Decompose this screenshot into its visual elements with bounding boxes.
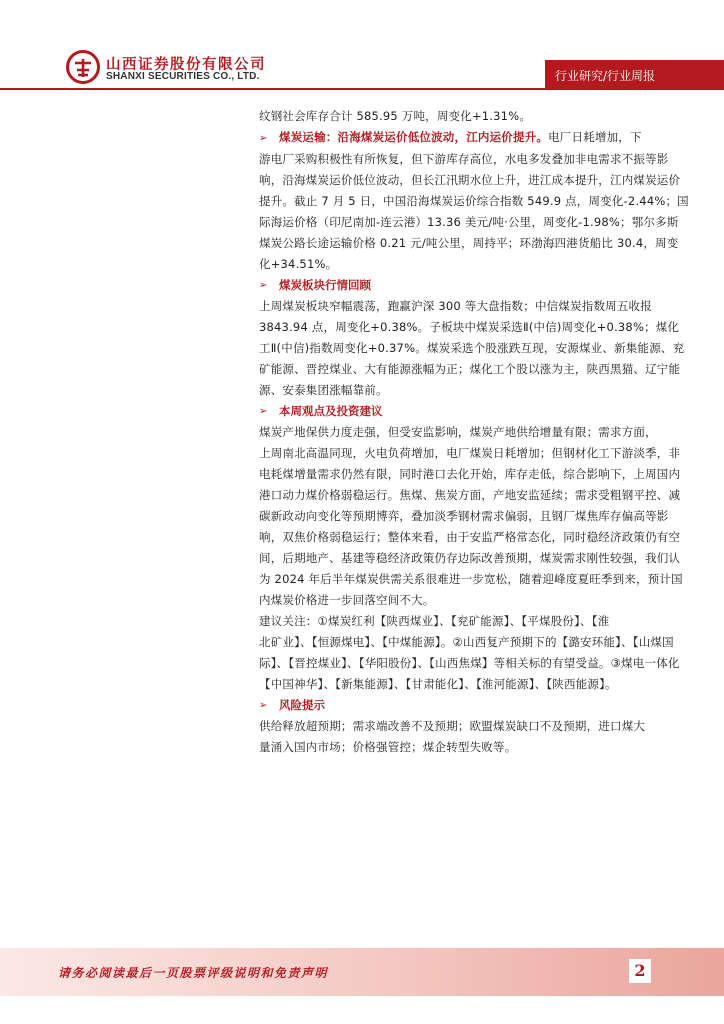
arrow-bullet-icon: ➢ (259, 700, 268, 711)
report-type: 行业研究/行业周报 (555, 69, 656, 83)
market-review-body: 3843.94 点，周变化+0.38%。子板块中煤炭采选Ⅱ(中信)周变化+0.38%；煤化工Ⅱ(中信)指数周变化+0.37%。煤炭采选个股涨跌互现，安源煤业、新集能源、兖矿能源、晋控煤业、大有能源涨幅为正；煤化工个股以涨为主，陕西黑猫、辽宁能源、安泰集团涨幅靠前。 (259, 320, 685, 397)
shanxi-securities-logo-icon (66, 50, 100, 84)
transport-body: 游电厂采购积极性有所恢复，但下游库存高位，水电多发叠加非电需求不振等影响，沿海煤炭运价低位波动，但长江汛期水位上升，进江成本提升，江内煤炭运价提升。截止 7 月 5 日，中国沿海煤炭运价综合指数 549.9 点，周变化-2.44%；国际海运价格（印尼南加-连云港）13.36 美元/吨·公里，周变化-1.98%；鄂尔多斯煤炭公路长途运输价格 0.21 元/吨公里，周持平；环渤海四港货船比 30.4，周变化+34.51%。 (259, 152, 689, 271)
section-title-risk (259, 695, 689, 716)
transport-paragraph (259, 127, 689, 275)
section-title-text: 风险提示 (279, 698, 325, 712)
section-title-text: 本周观点及投资建议 (279, 404, 383, 418)
page-number: 2 (629, 959, 651, 983)
arrow-bullet-icon: ➢ (259, 280, 268, 291)
arrow-bullet-icon: ➢ (259, 133, 268, 144)
disclaimer-link: 请务必阅读最后一页股票评级说明和免责声明 (58, 966, 329, 980)
recommendations-first-line: 建议关注：①煤炭红利【陕西煤业】、【兖矿能源】、【平煤股份】、【淮 (259, 614, 610, 628)
weekly-view-first-line: 煤炭产地保供力度走强，但受安监影响，煤炭产地供给增量有限；需求方面， (259, 425, 657, 439)
transport-first-line-tail: 电厂日耗增加，下 (548, 130, 642, 144)
header-divider (0, 88, 724, 90)
risk-body: 量涌入国内市场；价格强管控；煤企转型失败等。 (259, 740, 517, 754)
company-name-en: SHANXI SECURITIES CO., LTD. (106, 71, 260, 82)
report-type-band (545, 60, 724, 88)
section-title-market-review (259, 275, 689, 296)
page-footer (0, 948, 724, 996)
page-header (0, 0, 724, 96)
section-title-text: 煤炭板块行情回顾 (279, 278, 371, 292)
recommendations-body: 北矿业】、【恒源煤电】、【中煤能源】。②山西复产预期下的【潞安环能】、【山煤国际】、【晋控煤业】、【华阳股份】、【山西焦煤】等相关标的有望受益。③煤电一体化【中国神华】、【新集能源】、【甘肃能化】、【淮河能源】、【陕西能源】。 (259, 635, 680, 691)
risk-first-line: 供给释放超预期；需求端改善不及预期；欧盟煤炭缺口不及预期，进口煤大 (259, 719, 646, 733)
report-body (259, 106, 689, 758)
transport-first-line (259, 127, 689, 149)
company-name-cn: 山西证券股份有限公司 (106, 57, 266, 73)
market-review-first-line: 上周煤炭板块窄幅震荡，跑赢沪深 300 等大盘指数；中信煤炭指数周五收报 (259, 299, 652, 313)
weekly-view-body: 上周南北高温同现，火电负荷增加，电厂煤炭日耗增加；但钢材化工下游淡季，非电耗煤增量需求仍然有限，同时港口去化开始，库存走低，综合影响下，上周国内港口动力煤价格弱稳运行。焦煤、焦炭方面，产地安监延续；需求受粗钢平控、减碳新政动向变化等预期博弈，叠加淡季钢材需求偏弱，且钢厂煤焦库存偏高等影响，双焦价格弱稳运行；整体来看，由于安监严格常态化，同时稳经济政策仍有空间，后期地产、基建等稳经济政策仍存边际改善预期，煤炭需求刚性较强，我们认为 2024 年后半年煤炭供需关系很难进一步宽松，随着迎峰度夏旺季到来，预计国内煤炭价格进一步回落空间不大。 (259, 446, 683, 607)
continuation-paragraph: 纹钢社会库存合计 585.95 万吨，周变化+1.31%。 (259, 109, 532, 123)
transport-lead: 煤炭运输：沿海煤炭运价低位波动，江内运价提升。 (279, 130, 549, 144)
section-title-weekly-view (259, 401, 689, 422)
arrow-bullet-icon: ➢ (259, 406, 268, 417)
